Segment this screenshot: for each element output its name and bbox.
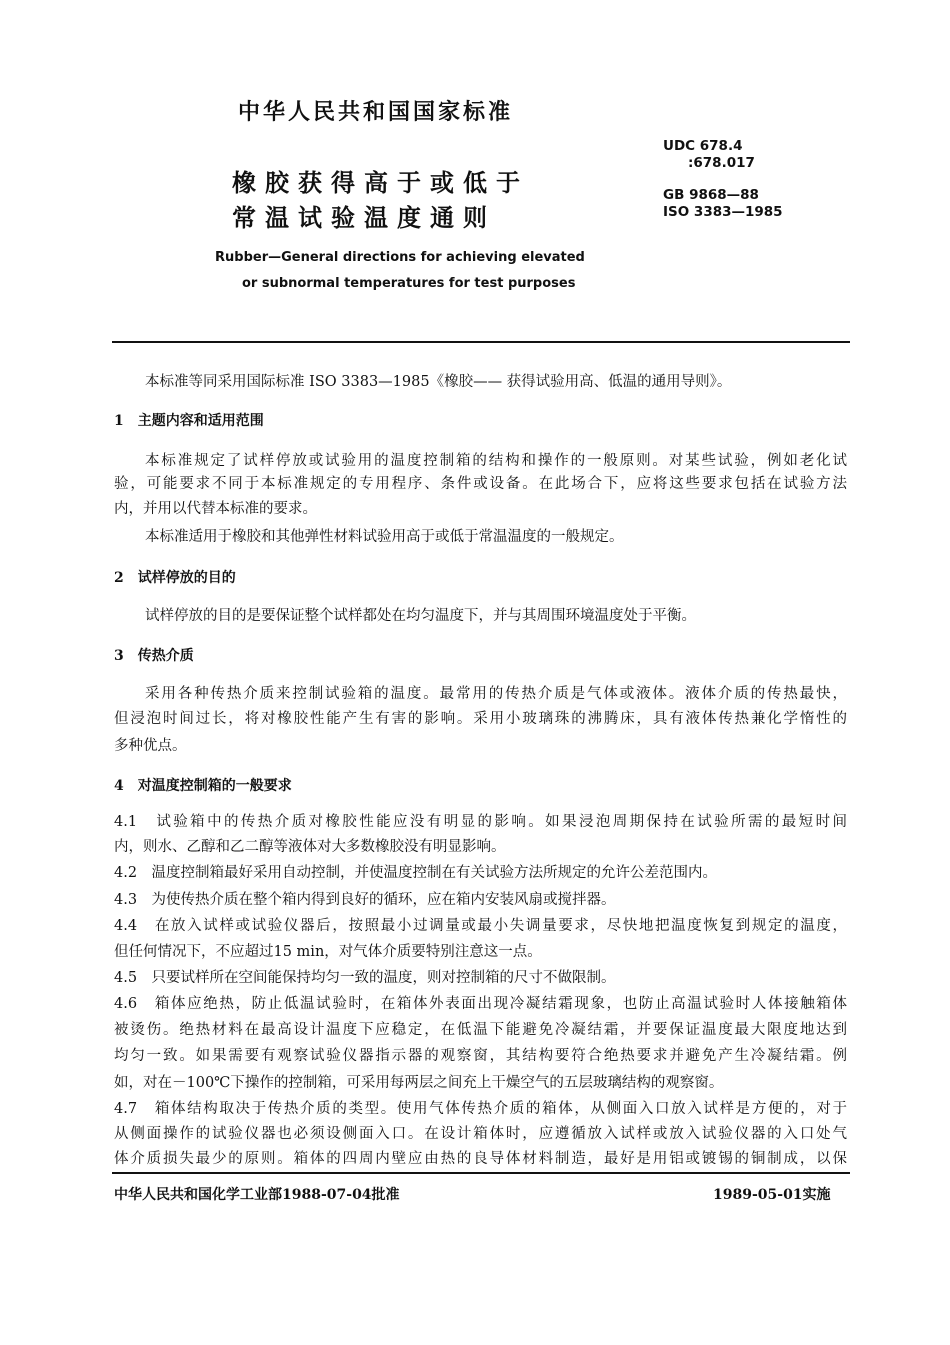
iso-number: ISO 3383—1985 xyxy=(663,204,783,220)
clause-4-7-line2: 从侧面操作的试验仪器也必须设侧面入口。在设计箱体时，应遵循放入试样或放入试验仪器的入口处气 xyxy=(114,1126,847,1142)
title-en-line2: or subnormal temperatures for test purposes xyxy=(242,276,576,291)
clause-4-6-line4: 如，对在－100℃下操作的控制箱，可采用每两层之间充上干燥空气的五层玻璃结构的观察窗。 xyxy=(114,1075,724,1091)
issuer-approval: 中华人民共和国化学工业部1988-07-04批准 xyxy=(114,1187,400,1203)
title-cn-line2: 常温试验温度通则 xyxy=(232,203,496,232)
section-4-heading: 4 对温度控制箱的一般要求 xyxy=(114,778,292,794)
udc-line1: UDC 678.4 xyxy=(663,138,743,154)
intro-text: 本标准等同采用国际标准 ISO 3383—1985《橡胶—— 获得试验用高、低温的通用导则》。 xyxy=(145,374,732,390)
clause-4-7-line3: 体介质损失最少的原则。箱体的四周内壁应由热的良导体材料制造，最好是用铝或镀锡的铜制成，以保 xyxy=(114,1151,847,1167)
clause-4-1-line2: 内，则水、乙醇和乙二醇等液体对大多数橡胶没有明显影响。 xyxy=(114,839,506,855)
clause-4-4-line1: 4.4 在放入试样或试验仪器后，按照最小过调量或最小失调量要求，尽快地把温度恢复到规定的温度， xyxy=(114,918,847,934)
effective-date: 1989-05-01实施 xyxy=(713,1187,831,1203)
clause-4-6-line3: 均匀一致。如果需要有观察试验仪器指示器的观察窗，其结构要符合绝热要求并避免产生冷凝结霜。例 xyxy=(114,1048,847,1064)
section-2-para1: 试样停放的目的是要保证整个试样都处在均匀温度下，并与其周围环境温度处于平衡。 xyxy=(145,608,696,624)
title-en-line1: Rubber—General directions for achieving elevated xyxy=(215,250,585,265)
clause-4-7-line1: 4.7 箱体结构取决于传热介质的类型。使用气体传热介质的箱体，从侧面入口放入试样是方便的，对于 xyxy=(114,1101,847,1117)
gb-number: GB 9868—88 xyxy=(663,187,759,203)
udc-line2: :678.017 xyxy=(688,155,755,171)
clause-4-6-line2: 被烫伤。绝热材料在最高设计温度下应稳定，在低温下能避免冷凝结霜，并要保证温度最大限度地达到 xyxy=(114,1022,847,1038)
title-cn-line1: 橡胶获得高于或低于 xyxy=(232,168,529,197)
section-3-para1-line1: 采用各种传热介质来控制试验箱的温度。最常用的传热介质是气体或液体。液体介质的传热最快， xyxy=(145,686,847,702)
clause-4-4-line2: 但任何情况下，不应超过15 min，对气体介质要特别注意这一点。 xyxy=(114,944,542,960)
clause-4-5: 4.5 只要试样所在空间能保持均匀一致的温度，则对控制箱的尺寸不做限制。 xyxy=(114,970,616,986)
section-1-para1-line2: 验，可能要求不同于本标准规定的专用程序、条件或设备。在此场合下，应将这些要求包括在试验方法 xyxy=(114,476,847,492)
header-divider xyxy=(112,341,850,343)
section-1-para1-line3: 内，并用以代替本标准的要求。 xyxy=(114,501,317,517)
clause-4-1-line1: 4.1 试验箱中的传热介质对橡胶性能应没有明显的影响。如果浸泡周期保持在试验所需的最短时间 xyxy=(114,814,847,830)
section-3-heading: 3 传热介质 xyxy=(114,648,194,664)
section-1-heading: 1 主题内容和适用范围 xyxy=(114,413,264,429)
clause-4-6-line1: 4.6 箱体应绝热，防止低温试验时，在箱体外表面出现冷凝结霜现象，也防止高温试验时人体接触箱体 xyxy=(114,996,847,1012)
section-1-para2: 本标准适用于橡胶和其他弹性材料试验用高于或低于常温温度的一般规定。 xyxy=(145,529,624,545)
section-3-para1-line2: 但浸泡时间过长，将对橡胶性能产生有害的影响。采用小玻璃珠的沸腾床，具有液体传热兼化学惰性的 xyxy=(114,711,847,727)
national-standard-label: 中华人民共和国国家标准 xyxy=(238,99,514,125)
clause-4-3: 4.3 为使传热介质在整个箱内得到良好的循环，应在箱内安装风扇或搅拌器。 xyxy=(114,892,616,908)
clause-4-2: 4.2 温度控制箱最好采用自动控制，并使温度控制在有关试验方法所规定的允许公差范围内。 xyxy=(114,865,718,881)
section-3-para1-line3: 多种优点。 xyxy=(114,738,187,754)
section-2-heading: 2 试样停放的目的 xyxy=(114,570,236,586)
section-1-para1-line1: 本标准规定了试样停放或试验用的温度控制箱的结构和操作的一般原则。对某些试验，例如老化试 xyxy=(145,453,847,469)
footer-divider xyxy=(112,1172,850,1174)
